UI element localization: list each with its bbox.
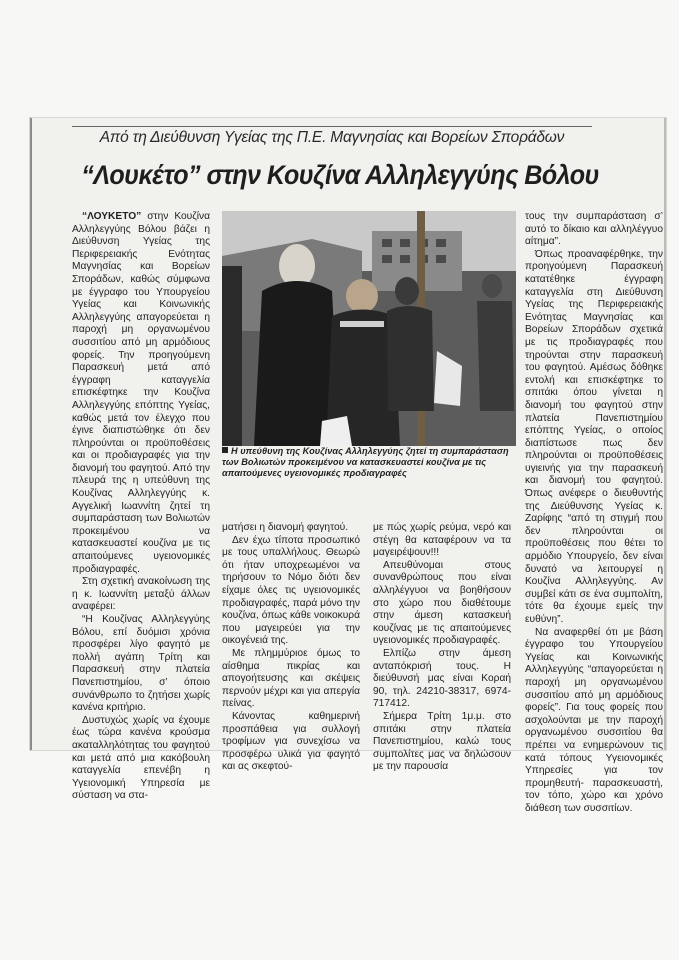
article-headline: “Λουκέτο” στην Κουζίνα Αλληλεγγύης Βόλου bbox=[81, 160, 599, 190]
paragraph: Όπως προαναφέρθηκε, την προηγούμενη Παρασκευή κατατέθηκε έγγραφη καταγγελία στη Διεύθυνση Υγείας της Περιφερειακής Ενότητας Μαγνησίας και Βορείων Σποράδων σχετικά με τις προδιαγραφές που τηρούνται στην παρασκευή του φαγητού. Αμέσως δόθηκε εντολή και επισκέφτηκε το σπιτάκι όπου γίνεται η διανομή του φαγητού στην πλατεία Πανεπιστημίου επόπτης Υγείας, ο οποίος διαπίστωσε πως δεν πληρούνται οι προϋποθέσεις υγιεινής για την παρασκευή και διανομή του φαγητού. Όπως ανέφερε ο διευθυντής της Διεύθυνσης Υγείας κ. Ζαρίφης “από τη στιγμή που δεν πληρούνται οι προϋποθέσεις που θέτει το αρμόδιο Υπουργείο, δεν είναι δυνατό να λειτουργεί η Κουζίνα Αλληλεγγύης. Αν συμβεί κάτι σε ένα συμπολίτη, τότε θα έχουμε εμείς την ευθύνη”. bbox=[525, 248, 663, 625]
paragraph: Κάνοντας καθημερινή προσπάθεια για συλλογή τροφίμων για συνεχίσω να προσφέρω υλικά για φαγητό και ας σκεφτού- bbox=[222, 710, 360, 773]
paragraph: Απευθύνομαι στους συνανθρώπους που είναι αλληλέγγυοι να βοηθήσουν στο χώρο που διαθέτουμε στην άμεση κατασκευή κουζίνας με τις απαιτούμενες υγειονομικές προδιαγραφές. bbox=[373, 559, 511, 647]
clipping-edge bbox=[664, 118, 666, 750]
caption-bullet-icon bbox=[222, 447, 228, 453]
paragraph: Ελπίζω στην άμεση ανταπόκρισή τους. Η διεύθυνσή μας είναι Κοραή 90, τηλ. 24210-38317, 6974-717412. bbox=[373, 647, 511, 710]
paragraph: Με πλημμύριοε όμως το αίσθημα πικρίας και απογοήτευσης και σκέψεις περνούν μέχρι και για απεργία πείνας. bbox=[222, 647, 360, 710]
paragraph: Στη σχετική ανακοίνωση της η κ. Ιωαννίτη μεταξύ άλλων αναφέρει: bbox=[72, 576, 210, 613]
photo-caption bbox=[222, 446, 514, 479]
kicker-rule bbox=[72, 126, 592, 127]
article-column-3 bbox=[373, 522, 511, 774]
caption-text: Η υπεύθυνη της Κουζίνας Αλληλεγγύης ζητεί τη συμπαράσταση των Βολιωτών προκειμένου να κατασκευαστεί κουζίνα με τις απαιτούμενες υγειονομικές προδιαγραφές bbox=[222, 446, 509, 478]
paragraph: ματήσει η διανομή φαγητού. bbox=[222, 522, 349, 533]
paragraph: “Η Κουζίνας Αλληλεγγύης Βόλου, επί δυόμισι χρόνια προσφέρει λίγο φαγητό με πολλή αγάπη Τρίτη και Παρασκευή στην πλατεία Πανεπιστημίου, σ’ όποιο συνάνθρωπο το ζητήσει χωρίς κανένα κριτήριο. bbox=[72, 614, 210, 714]
article-column-4 bbox=[525, 211, 663, 816]
paragraph: με πώς χωρίς ρεύμα, νερό και στέγη θα καταφέρουν να τα μαγειρέψουν!!! bbox=[373, 522, 511, 559]
article-column-1 bbox=[72, 211, 210, 803]
article-photo bbox=[222, 211, 516, 446]
paragraph: τους την συμπαράσταση σ’ αυτό το δίκαιο και αλληλέγγυο αίτημα”. bbox=[525, 211, 663, 248]
paragraph bbox=[72, 211, 210, 576]
article-column-2 bbox=[222, 522, 360, 774]
paragraph: Δεν έχω τίποτα προσωπικό με τους υπαλλήλους. Θεωρώ ότι ήταν υποχρεωμένοι να τηρήσουν το Νόμο διότι δεν είχαμε όλες τις υγειονομικές προδιαγραφές, παρά μόνο την κουζίνα, όπως κάθε νοικοκυρά που μαγειρεύει για την οικογένειά της. bbox=[222, 534, 361, 647]
clipping-edge bbox=[30, 118, 32, 750]
lead-word: “ΛΟΥΚΕΤΟ” bbox=[82, 211, 142, 222]
paragraph-text: στην Κουζίνα Αλληλεγγύης Βόλου βάζει η Διεύθυνση Υγείας της Περιφερειακής Ενότητας Μαγνησίας και Βορείων Σποράδων, καθώς σύμφωνα με έγγραφο του Υπουργείου Υγείας και Κοινωνικής Αλληλεγγύης απαγορεύεται η παροχή μη οργανωμένου συσσιτίου από μη αρμόδιους φορείς. Την προηγούμενη Παρασκευή μετά από έγγραφη καταγγελία επισκέφτηκε την Κουζίνα Αλληλεγγύης επόπτης Υγείας, καθώς μετά τον έλεγχο που έγινε διαπιστώθηκε ότι δεν πληρούνται οι προϋποθέσεις και οι προδιαγραφές για την διανομή του φαγητού. Από την πλευρά της η υπεύθυνη της Κουζίνας Αλληλεγγύης κ. Αγγελική Ιωαννίτη ζητεί τη συμπαράσταση των Βολιωτών προκειμένου να κατασκευαστεί κουζίνα με τις απαιτούμενες υγειονομικές προδιαγραφές. bbox=[72, 211, 210, 575]
paragraph: Δυστυχώς χωρίς να έχουμε έως τώρα κανένα κρούσμα ακαταλληλότητας του φαγητού και μετά από μια κακόβουλη καταγγελία επενέβη η Υγειονομική Υπηρεσία με σύσταση να στα- bbox=[72, 714, 210, 802]
paragraph: Να αναφερθεί ότι με βάση έγγραφο του Υπουργείου Υγείας και Κοινωνικής Αλληλεγγύης “απαγορεύεται η παροχή μη οργανωμένου συσσιτίου από μη αρμόδιους φορείς”. Για τους φορείς που ασχολούνται με την παροχή οργανωμένου συσσιτίου θα πρέπει να ενημερώνουν τις κατά τόπους Υγειονομικές Υπηρεσίες για τον προμηθευτή- παρασκευαστή, τον τόπο, χώρο και χρόνο διάθεση των συσσιτίων. bbox=[525, 626, 663, 814]
paragraph: Σήμερα Τρίτη 1μ.μ. στο σπιτάκι στην πλατεία Πανεπιστημίου, καλώ τους συμπολίτες μας να δηλώσουν με την παρουσία bbox=[373, 710, 511, 773]
article-kicker: Από τη Διεύθυνση Υγείας της Π.Ε. Μαγνησίας και Βορείων Σποράδων bbox=[99, 129, 565, 146]
